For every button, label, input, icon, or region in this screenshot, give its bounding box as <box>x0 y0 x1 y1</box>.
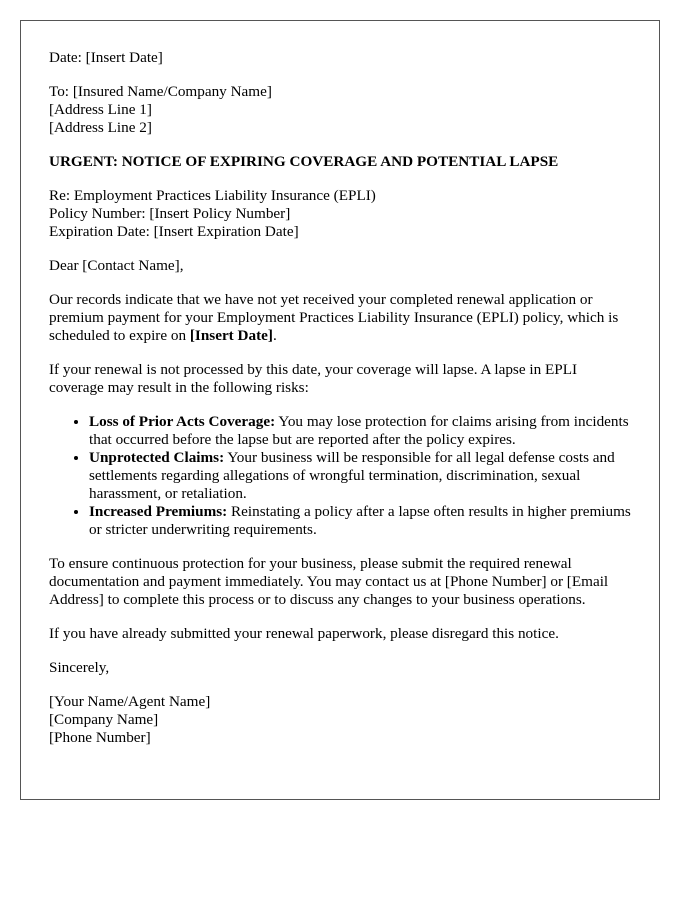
paragraph-lapse-text: If your renewal is not processed by this date, your coverage will lapse. A lapse in EPLI coverage may result in the following risks: <box>49 361 578 396</box>
signature-company: [Company Name] <box>49 711 159 728</box>
paragraph-disregard-text: If you have already submitted your renewal paperwork, please disregard this notice. <box>49 625 559 642</box>
risk-label: Unprotected Claims: <box>89 449 225 466</box>
closing <box>49 659 631 677</box>
reference-line: Re: Employment Practices Liability Insurance (EPLI) <box>49 187 376 204</box>
risk-text: Reinstating a policy after a lapse often results in higher premiums or stricter underwriting requirements. <box>89 503 631 538</box>
address-line-1: [Address Line 1] <box>49 101 152 118</box>
list-item <box>89 503 631 539</box>
risk-list <box>49 413 631 539</box>
reference-block <box>49 187 631 241</box>
risk-text: Your business will be responsible for all legal defense costs and settlements regarding allegations of wrongful termination, discrimination, sexual harassment, or retaliation. <box>89 449 615 502</box>
paragraph-records-end: . <box>272 327 277 344</box>
expiration-date-line: Expiration Date: [Insert Expiration Date] <box>49 223 299 240</box>
recipient-line: To: [Insured Name/Company Name] <box>49 83 272 100</box>
salutation <box>49 257 631 275</box>
paragraph-action-text: To ensure continuous protection for your business, please submit the required renewal documentation and payment immediately. You may contact us at [Phone Number] or [Email Address] to complete this process or to discuss any changes to your business operations. <box>49 555 609 608</box>
signature-block <box>49 693 631 747</box>
risk-text: You may lose protection for claims arising from incidents that occurred before the lapse but are reported after the policy expires. <box>89 413 629 448</box>
signature-name: [Your Name/Agent Name] <box>49 693 211 710</box>
list-item <box>89 413 631 449</box>
recipient-block <box>49 83 631 137</box>
risk-label: Loss of Prior Acts Coverage: <box>89 413 276 430</box>
date-line: Date: [Insert Date] <box>49 49 163 66</box>
paragraph-records <box>49 291 631 345</box>
paragraph-disregard <box>49 625 631 643</box>
risk-label: Increased Premiums: <box>89 503 228 520</box>
letter-document <box>20 20 660 800</box>
salutation-text: Dear [Contact Name], <box>49 257 184 274</box>
list-item <box>89 449 631 503</box>
expiry-date-placeholder: [Insert Date] <box>189 327 273 344</box>
paragraph-action <box>49 555 631 609</box>
signature-phone: [Phone Number] <box>49 729 151 746</box>
paragraph-records-text: Our records indicate that we have not yet received your completed renewal application or premium payment for your Employment Practices Liability Insurance (EPLI) policy, which is scheduled to expire on <box>49 291 619 344</box>
date-block <box>49 49 631 67</box>
policy-number-line: Policy Number: [Insert Policy Number] <box>49 205 291 222</box>
notice-title-text: URGENT: NOTICE OF EXPIRING COVERAGE AND POTENTIAL LAPSE <box>49 153 559 170</box>
notice-title <box>49 153 631 171</box>
address-line-2: [Address Line 2] <box>49 119 152 136</box>
paragraph-lapse <box>49 361 631 397</box>
closing-text: Sincerely, <box>49 659 110 676</box>
